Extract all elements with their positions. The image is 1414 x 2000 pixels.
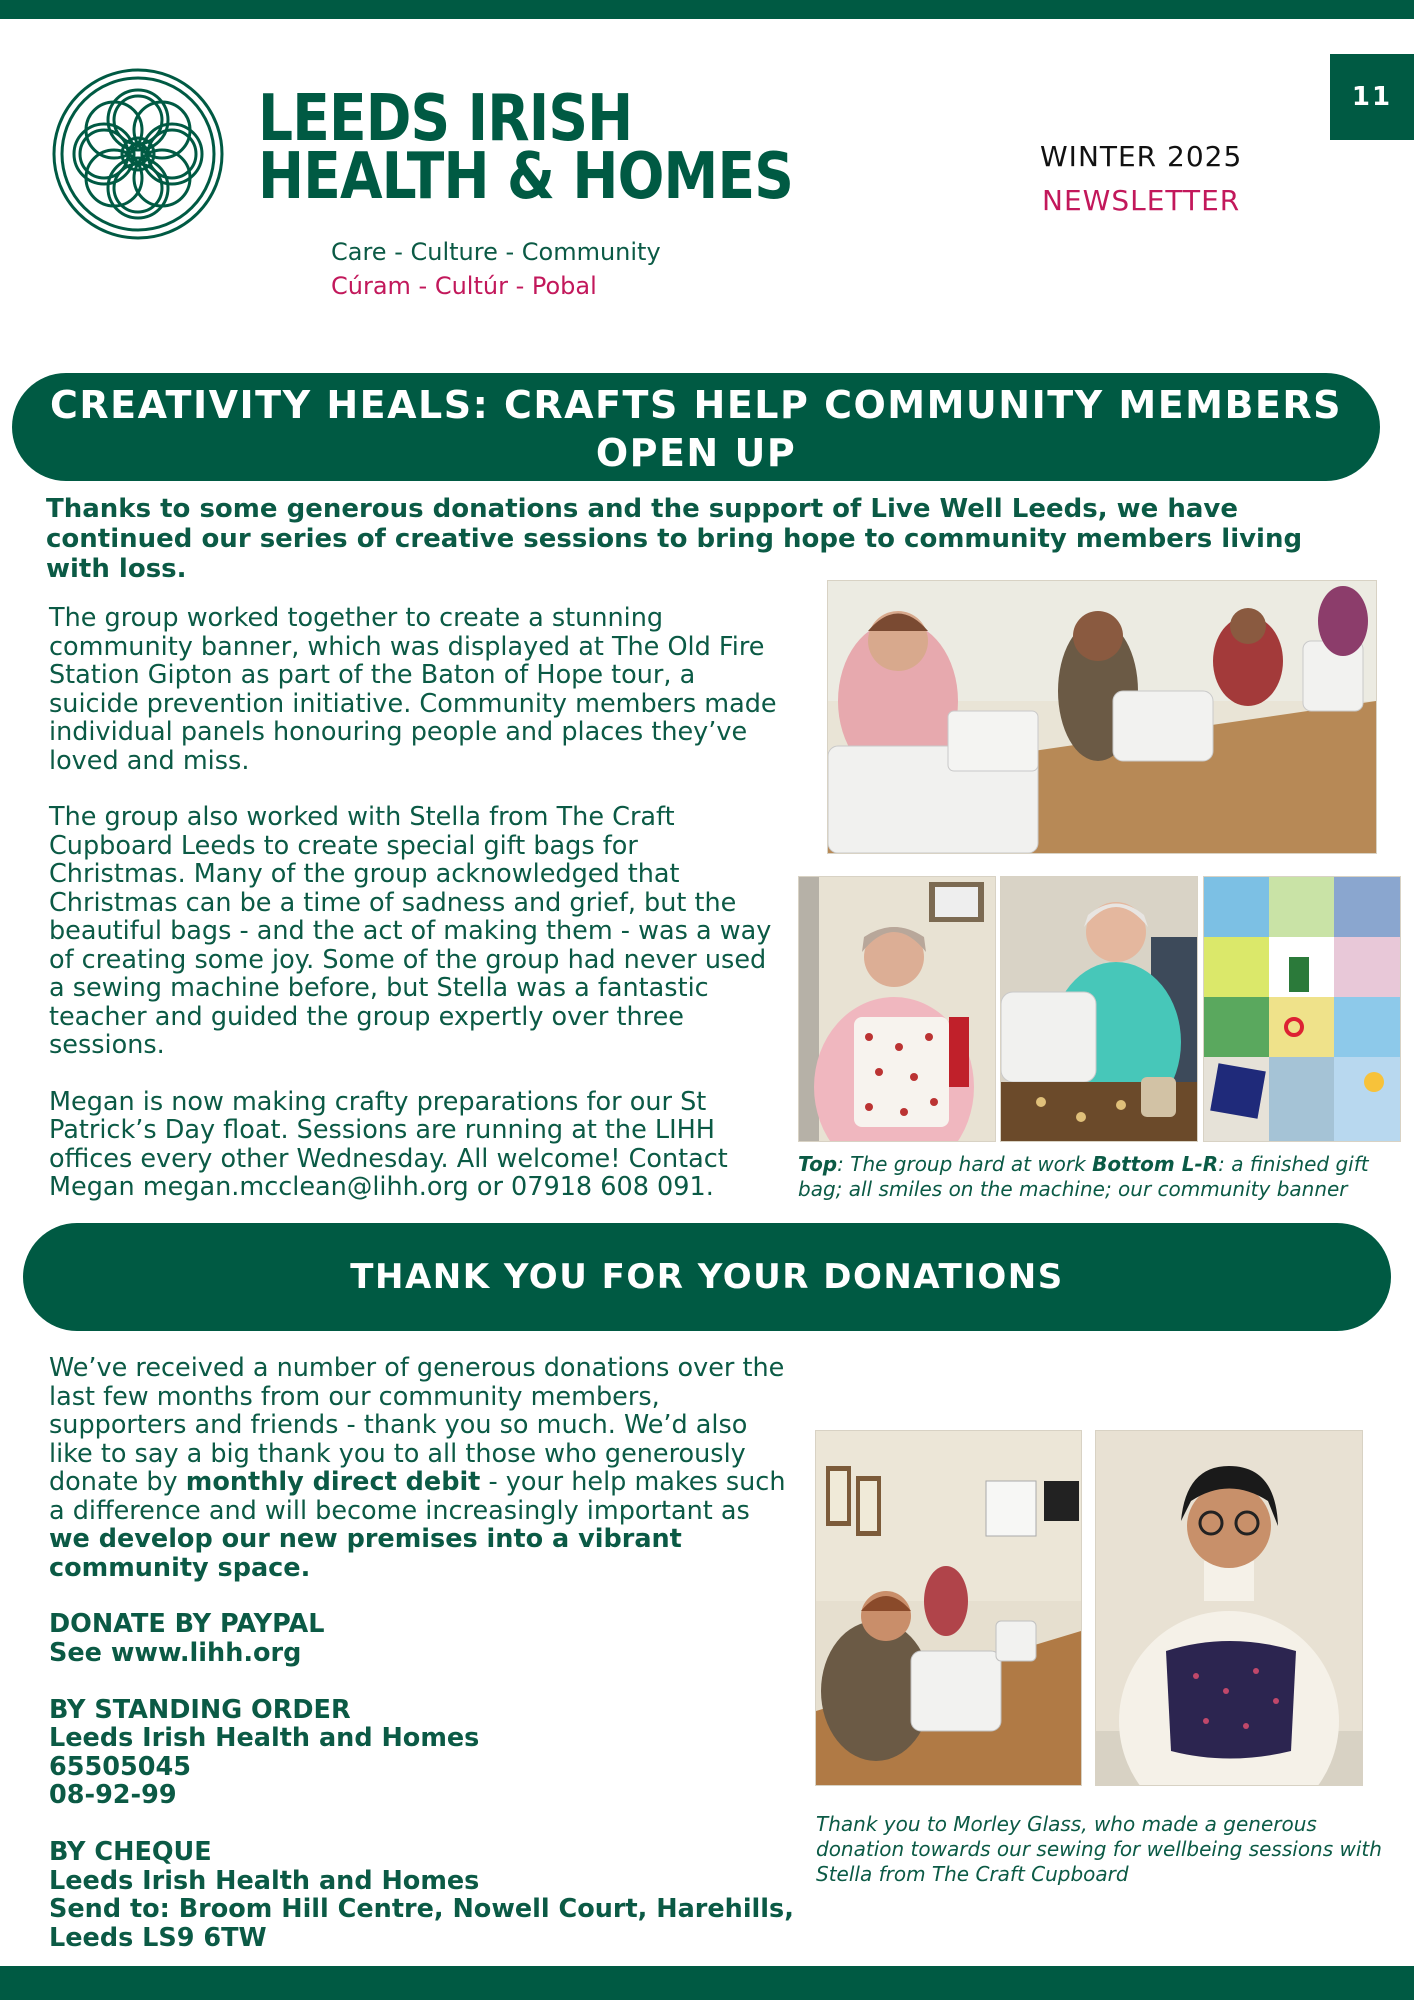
standing-title: BY STANDING ORDER [49, 1694, 351, 1725]
cheque-address2: Leeds LS9 6TW [49, 1922, 267, 1953]
photo-woman-holding-fabric [1095, 1430, 1363, 1786]
standing-name: Leeds Irish Health and Homes [49, 1723, 480, 1753]
photo-gift-bag [798, 876, 996, 1142]
caption-bottom-text: : a finished gift bag; all smiles on the machine; our community banner [798, 1152, 1369, 1201]
photo-smiling-at-machine [1000, 876, 1198, 1142]
caption-top-text: : The group hard at work [837, 1152, 1093, 1176]
article2-title: THANK YOU FOR YOUR DONATIONS [23, 1223, 1391, 1331]
article1-lead: Thanks to some generous donations and the support of Live Well Leeds, we have continued our series of creative sessions to bring hope to community members living with loss. [46, 494, 1303, 584]
donate-cheque [49, 1838, 809, 1952]
top-bar [0, 0, 1414, 19]
article2-bold-b: we develop our new premises into a vibrant community space. [49, 1524, 682, 1583]
article1-body [49, 604, 779, 1230]
paypal-title: DONATE BY PAYPAL [49, 1609, 325, 1639]
photo-community-banner [1203, 876, 1401, 1142]
tagline-irish: Cúram - Cultúr - Pobal [331, 272, 597, 300]
celtic-knot-icon [48, 64, 228, 244]
article2-photo-caption: Thank you to Morley Glass, who made a generous donation towards our sewing for wellbeing sessions with Stella from The Craft Cupboard [816, 1812, 1382, 1886]
page-number: 11 [1330, 54, 1414, 140]
bottom-bar [0, 1966, 1414, 2000]
caption-bottom-label: Bottom L-R [1092, 1152, 1219, 1176]
photo-sewing-room [815, 1430, 1082, 1786]
org-name-line1: LEEDS IRISH [258, 82, 633, 156]
org-name-line2: HEALTH & HOMES [258, 140, 793, 214]
article2-text-a: We’ve received a number of generous donations over the last few months from our community members, supporters and friends - thank you so much. We’d also like to say a big thank you to all those who generously donate by [49, 1353, 785, 1497]
issue-type: NEWSLETTER [1042, 184, 1241, 217]
donate-paypal [49, 1610, 809, 1667]
article1-photo-caption [798, 1152, 1398, 1202]
cheque-address1: Send to: Broom Hill Centre, Nowell Court, Harehills, [49, 1894, 794, 1924]
donation-methods [49, 1610, 809, 1952]
article1-para1: The group worked together to create a stunning community banner, which was displayed at The Old Fire Station Gipton as part of the Baton of Hope tour, a suicide prevention initiative. Community members made individual panels honouring people and places they’ve loved and miss. [49, 603, 777, 776]
article2-body [49, 1354, 789, 1610]
article1-title: CREATIVITY HEALS: CRAFTS HELP COMMUNITY MEMBERS OPEN UP [12, 373, 1380, 481]
issue-season: WINTER 2025 [1040, 140, 1243, 173]
cheque-title: BY CHEQUE [49, 1837, 212, 1867]
article1-para3: Megan is now making crafty preparations for our St Patrick’s Day float. Sessions are running at the LIHH offices every other Wednesday. All welcome! Contact Megan megan.mcclean@lihh.org or 07918 608 091. [49, 1086, 728, 1202]
article2-text-b: - your help makes such a difference and will become increasingly important as [49, 1467, 786, 1526]
standing-sort: 08-92-99 [49, 1780, 177, 1810]
article2-bold-a: monthly direct debit [185, 1467, 481, 1497]
photo-group-sewing [827, 580, 1377, 854]
standing-account: 65505045 [49, 1751, 191, 1782]
org-name [258, 82, 793, 214]
tagline-english: Care - Culture - Community [331, 238, 661, 266]
cheque-name: Leeds Irish Health and Homes [49, 1865, 480, 1896]
caption-top-label: Top [798, 1152, 838, 1176]
paypal-line[interactable]: See www.lihh.org [49, 1637, 302, 1668]
article1-para2: The group also worked with Stella from The Craft Cupboard Leeds to create special gift bags for Christmas. Many of the group acknowledged that Christmas can be a time of sadness and grief, but the beautiful bags - and the act of making them - was a way of creating some joy. Some of the group had never used a sewing machine before, but Stella was a fantastic teacher and guided the group expertly over three sessions. [49, 802, 772, 1060]
donate-standing-order [49, 1696, 809, 1810]
